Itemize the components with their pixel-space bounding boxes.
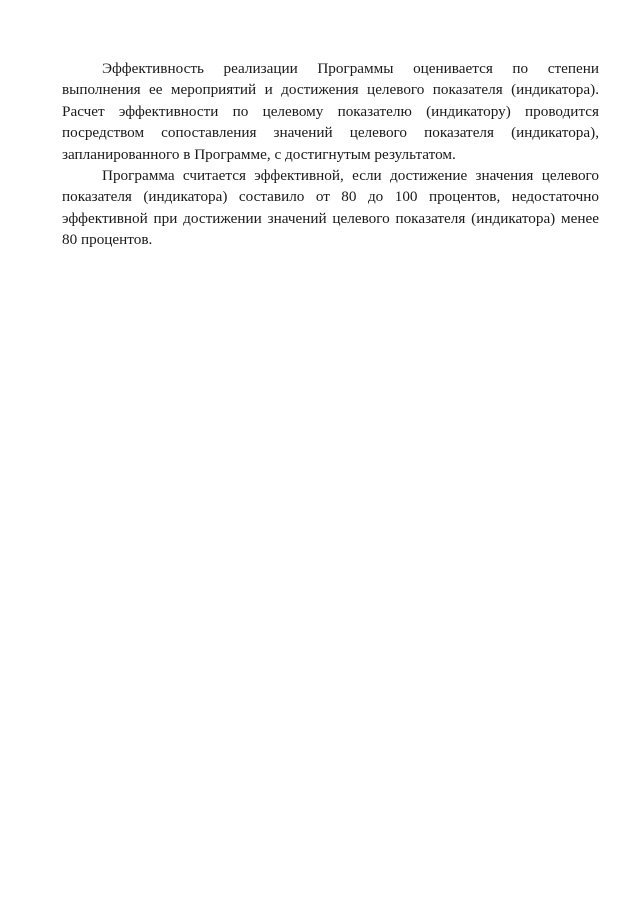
paragraph-efficiency-criteria: Программа считается эффективной, если достижение значения целевого показателя (индикатора) составило от 80 до 100 процентов, недостаточно эффективной при достижении значений целевого показателя (индикатора) менее 80 процентов. xyxy=(62,167,599,249)
document-body xyxy=(62,58,599,251)
paragraph-efficiency-evaluation: Эффективность реализации Программы оценивается по степени выполнения ее мероприятий и достижения целевого показателя (индикатора). Расчет эффективности по целевому показателю (индикатору) проводится посредством сопоставления значений целевого показателя (индикатора), запланированного в Программе, с достигнутым результатом. xyxy=(62,60,599,163)
